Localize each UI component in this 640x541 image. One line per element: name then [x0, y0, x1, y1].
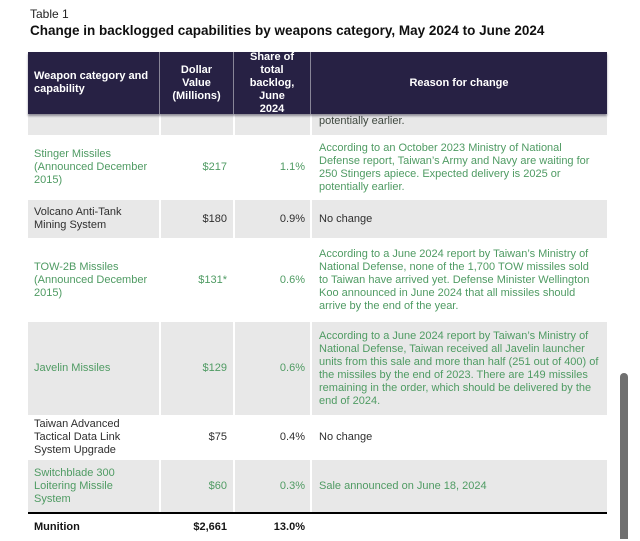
- backlog-table: [28, 52, 607, 541]
- reason-cell: potentially earlier.: [310, 114, 607, 135]
- table-row: [28, 460, 607, 512]
- reason-cell: According to a June 2024 report by Taiwan’s Ministry of National Defense, none of the 1,700 TOW missiles sold to Taiwan have arrived yet. Defense Minister Wellington Koo announced in June 2024 that all missiles should arrive by the end of the year.: [310, 238, 607, 322]
- category-cell: Munition: [28, 514, 159, 541]
- share-cell: 0.6%: [233, 322, 310, 415]
- table-number-label: Table 1: [30, 7, 69, 21]
- dollar-cell: $131*: [159, 238, 233, 322]
- dollar-cell: $217: [159, 135, 233, 200]
- reason-cell: Sale announced on June 18, 2024: [310, 460, 607, 512]
- category-cell: [28, 114, 159, 135]
- table-row: [28, 322, 607, 415]
- col-header-share-of-backlog: Share of total backlog, June 2024: [233, 52, 310, 114]
- dollar-cell: $129: [159, 322, 233, 415]
- reason-cell: [310, 514, 607, 541]
- dollar-cell: $75: [159, 415, 233, 460]
- share-cell: 0.6%: [233, 238, 310, 322]
- table-body: [28, 114, 607, 541]
- reason-cell: According to an October 2023 Ministry of National Defense report, Taiwan’s Army and Navy are waiting for 250 Stingers apiece. Expected delivery is 2025 or potentially earlier.: [310, 135, 607, 200]
- share-cell: 0.3%: [233, 460, 310, 512]
- table-row: [28, 238, 607, 322]
- dollar-cell: $2,661: [159, 514, 233, 541]
- table-row: [28, 512, 607, 541]
- share-cell: 0.9%: [233, 200, 310, 238]
- category-cell: TOW-2B Missiles (Announced December 2015): [28, 238, 159, 322]
- table-header-row: [28, 52, 607, 114]
- share-cell: 0.4%: [233, 415, 310, 460]
- share-cell: 13.0%: [233, 514, 310, 541]
- dollar-cell: [159, 114, 233, 135]
- reason-cell: No change: [310, 415, 607, 460]
- table-title: Change in backlogged capabilities by weapons category, May 2024 to June 2024: [30, 23, 545, 38]
- table-row: [28, 200, 607, 238]
- category-cell: Stinger Missiles (Announced December 2015): [28, 135, 159, 200]
- col-header-weapon-category: Weapon category and capability: [34, 70, 149, 95]
- category-cell: Volcano Anti-Tank Mining System: [28, 200, 159, 238]
- table-row: [28, 135, 607, 200]
- share-cell: 1.1%: [233, 135, 310, 200]
- table-row: [28, 415, 607, 460]
- col-header-dollar-value: Dollar Value (Millions): [159, 52, 233, 114]
- dollar-cell: $60: [159, 460, 233, 512]
- dollar-cell: $180: [159, 200, 233, 238]
- category-cell: Taiwan Advanced Tactical Data Link System Upgrade: [28, 415, 159, 460]
- col-header-reason-for-change: Reason for change: [310, 52, 607, 114]
- category-cell: Switchblade 300 Loitering Missile System: [28, 460, 159, 512]
- reason-cell: No change: [310, 200, 607, 238]
- reason-cell: According to a June 2024 report by Taiwan’s Ministry of National Defense, Taiwan received all Javelin launcher units from this sale and more than half (251 out of 400) of the missiles by the end of 2023. There are 149 missiles remaining in the order, which should be delivered by the end of 2024.: [310, 322, 607, 415]
- category-cell: Javelin Missiles: [28, 322, 159, 415]
- scrollbar-thumb[interactable]: [620, 373, 628, 539]
- share-cell: [233, 114, 310, 135]
- table-row: [28, 114, 607, 135]
